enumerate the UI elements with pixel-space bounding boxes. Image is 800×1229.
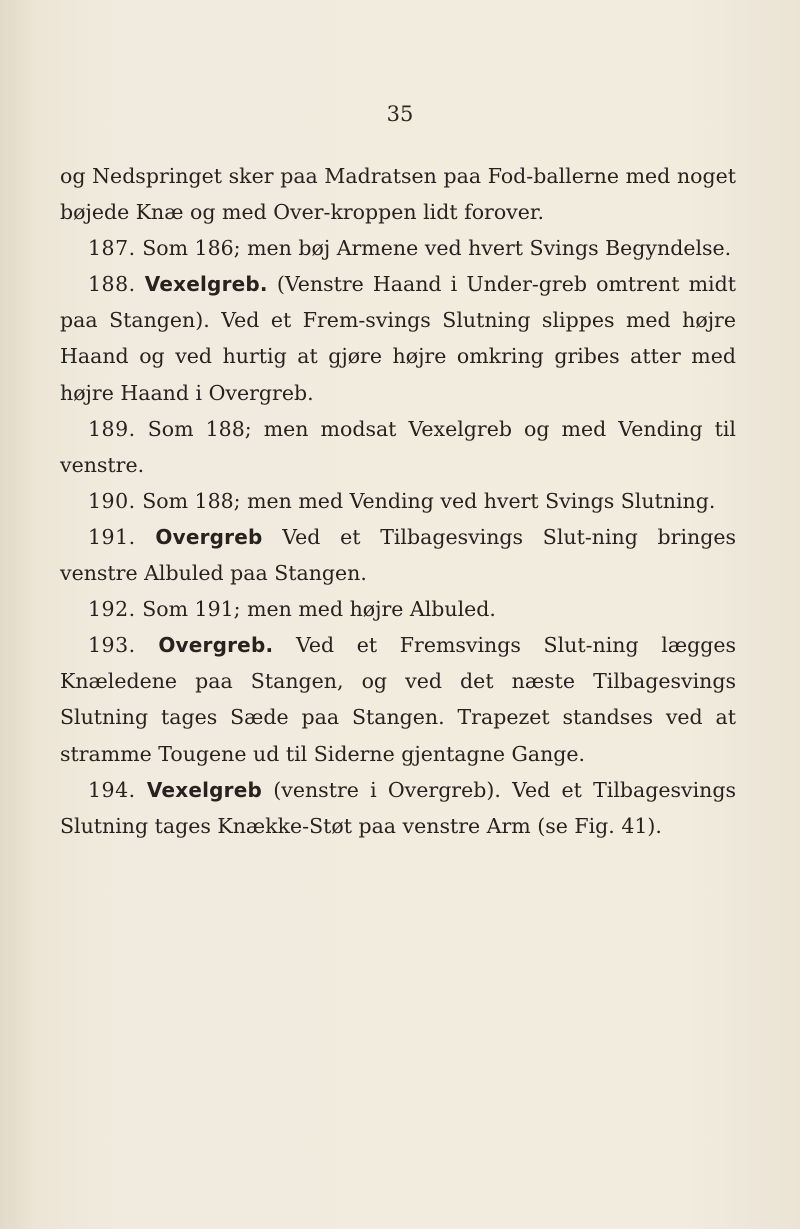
exercise-number: 190.	[88, 488, 136, 513]
paragraph-190	[60, 483, 736, 519]
body-text	[60, 158, 736, 844]
paragraph-text: Ved et Fremsvings Slut-ning lægges Knæledene paa Stangen, og ved det næste Tilbagesvings Slutning tages Sæde paa Stangen. Trapezet standses ved at stramme Tougene ud til Siderne gjentagne Gange.	[60, 633, 736, 766]
paragraph-continuation	[60, 158, 736, 230]
paragraph-text: Som 191; men med højre Albuled.	[142, 597, 496, 622]
paragraph-194	[60, 772, 736, 844]
paragraph-192	[60, 591, 736, 627]
exercise-keyword: Overgreb.	[158, 633, 274, 658]
paragraph-193	[60, 627, 736, 771]
exercise-keyword: Overgreb	[155, 524, 263, 549]
page-number: 35	[386, 102, 414, 126]
exercise-number: 191.	[88, 524, 136, 549]
exercise-keyword: Vexelgreb	[146, 777, 263, 802]
paragraph-text: Som 188; men modsat Vexelgreb og med Vending til venstre.	[60, 416, 736, 477]
exercise-number: 188.	[88, 272, 136, 297]
exercise-number: 193.	[88, 633, 136, 658]
paragraph-text: (Venstre Haand i Under-greb omtrent midt paa Stangen). Ved et Frem-svings Slutning slippes med højre Haand og ved hurtig at gjøre højre omkring gribes atter med højre Haand i Overgreb.	[60, 272, 736, 405]
paragraph-188	[60, 266, 736, 410]
paragraph-text: Som 186; men bøj Armene ved hvert Svings Begyndelse.	[142, 236, 732, 261]
paragraph-text: Som 188; men med Vending ved hvert Svings Slutning.	[142, 488, 716, 513]
exercise-keyword: Vexelgreb.	[144, 272, 268, 297]
exercise-number: 194.	[88, 777, 136, 802]
exercise-number: 187.	[88, 236, 136, 261]
exercise-number: 192.	[88, 597, 136, 622]
exercise-number: 189.	[88, 416, 136, 441]
paragraph-191	[60, 519, 736, 591]
paragraph-text: og Nedspringet sker paa Madratsen paa Fod-ballerne med noget bøjede Knæ og med Over-kroppen lidt forover.	[60, 164, 736, 225]
paragraph-text: Ved et Tilbagesvings Slut-ning bringes venstre Albuled paa Stangen.	[60, 524, 736, 586]
paragraph-189	[60, 411, 736, 483]
paragraph-text: (venstre i Overgreb). Ved et Tilbagesvings Slutning tages Knække-Støt paa venstre Arm (se Fig. 41).	[60, 777, 736, 838]
paragraph-187	[60, 230, 736, 266]
